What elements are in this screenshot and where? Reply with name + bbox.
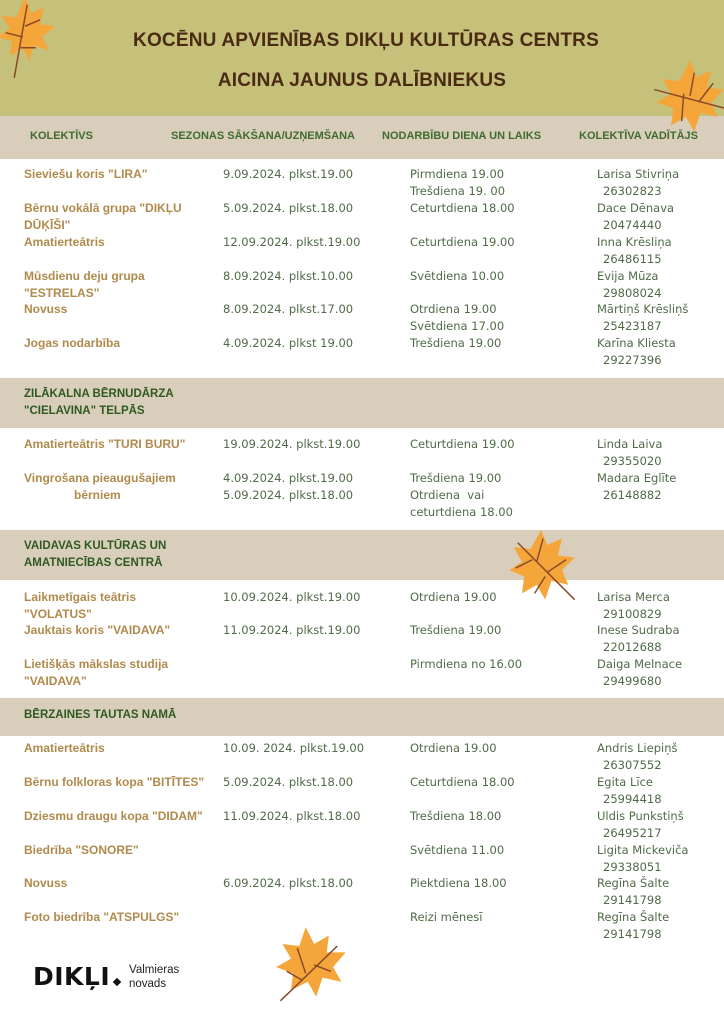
header-banner bbox=[0, 0, 724, 116]
group-leader bbox=[597, 842, 688, 876]
schedule-day: Trešdiena 19.00 bbox=[410, 623, 502, 637]
group-name: Amatierteātris bbox=[24, 741, 105, 755]
leader-phone: 29499680 bbox=[603, 674, 662, 688]
season-start: 4.09.2024. plkst 19.00 bbox=[223, 336, 354, 350]
schedule-day: Trešdiena 18.00 bbox=[410, 809, 502, 823]
group-name: Sieviešu koris "LIRA" bbox=[24, 167, 148, 181]
group-name: Amatierteātris "TURI BURU" bbox=[24, 437, 186, 451]
schedule-day: Svētdiena 11.00 bbox=[410, 843, 505, 857]
leader-phone: 26307552 bbox=[603, 758, 662, 772]
schedule-day: Pirmdiena no 16.00 bbox=[410, 657, 523, 671]
leader-phone: 20474440 bbox=[603, 218, 662, 232]
section-bar-berzaine bbox=[0, 698, 724, 736]
leader-name: Linda Laiva bbox=[597, 437, 663, 451]
group-name: Novuss bbox=[24, 302, 68, 316]
leader-name: Dace Dēnava bbox=[597, 201, 675, 215]
schedule-day: Svētdiena 10.00 bbox=[410, 269, 505, 283]
schedule-day: Otrdiena 19.00 bbox=[410, 741, 497, 755]
group-name: Laikmetīgais teātris "VOLATUS" bbox=[24, 590, 137, 621]
group-leader bbox=[597, 234, 672, 268]
column-header-day: NODARBĪBU DIENA UN LAIKS bbox=[382, 130, 542, 142]
leader-name: Larisa Stivriņa bbox=[597, 167, 680, 181]
group-leader bbox=[597, 774, 662, 808]
schedule-day: Otrdiena 19.00 bbox=[410, 590, 497, 604]
leader-phone: 29100829 bbox=[603, 607, 662, 621]
column-header-season: SEZONAS SĀKŠANA/UZŅEMŠANA bbox=[171, 130, 355, 142]
leader-name: Karīna Kliesta bbox=[597, 336, 676, 350]
season-start: 6.09.2024. plkst.18.00 bbox=[223, 876, 354, 890]
group-leader bbox=[597, 470, 676, 504]
group-leader bbox=[597, 622, 680, 656]
group-leader bbox=[597, 301, 688, 335]
season-start: 8.09.2024. plkst.17.00 bbox=[223, 302, 354, 316]
season-start: 5.09.2024. plkst.18.00 bbox=[223, 201, 354, 215]
group-name: Mūsdienu deju grupa "ESTRELAS" bbox=[24, 269, 145, 300]
page-title-line2: AICINA JAUNUS DALĪBNIEKUS bbox=[217, 70, 507, 91]
section-bar-zilakalns bbox=[0, 378, 724, 428]
season-start: 4.09.2024. plkst.19.00 5.09.2024. plkst.18.00 bbox=[223, 471, 354, 502]
leader-name: Egita Līce bbox=[597, 775, 653, 789]
leader-phone: 29338051 bbox=[603, 860, 662, 874]
group-leader bbox=[597, 436, 662, 470]
leader-phone: 25994418 bbox=[603, 792, 662, 806]
leader-name: Ligita Mickeviča bbox=[597, 843, 689, 857]
group-leader bbox=[597, 909, 669, 943]
leader-name: Andris Liepiņš bbox=[597, 741, 678, 755]
schedule-day: Ceturtdiena 18.00 bbox=[410, 775, 515, 789]
group-leader bbox=[597, 808, 684, 842]
leader-name: Inese Sudraba bbox=[597, 623, 680, 637]
leader-phone: 26148882 bbox=[603, 488, 662, 502]
group-name: Vingrošana pieaugušajiem bērniem bbox=[24, 471, 176, 502]
season-start: 8.09.2024. plkst.10.00 bbox=[223, 269, 354, 283]
leader-phone: 29227396 bbox=[603, 353, 662, 367]
section-bar-vaidava bbox=[0, 530, 724, 580]
schedule-day: Otrdiena 19.00 Svētdiena 17.00 bbox=[410, 302, 505, 333]
group-leader bbox=[597, 656, 682, 690]
leader-name: Larisa Merca bbox=[597, 590, 670, 604]
logo-subtitle-line2: novads bbox=[129, 978, 167, 990]
section-title: BĒRZAINES TAUTAS NAMĀ bbox=[24, 709, 177, 721]
group-leader bbox=[597, 200, 674, 234]
column-header-group: KOLEKTĪVS bbox=[30, 130, 93, 142]
season-start: 10.09. 2024. plkst.19.00 bbox=[223, 741, 365, 755]
schedule-day: Ceturtdiena 19.00 bbox=[410, 235, 515, 249]
logo-subtitle-line1: Valmieras bbox=[129, 964, 180, 976]
page-title-line1: KOCĒNU APVIENĪBAS DIKĻU KULTŪRAS CENTRS bbox=[133, 30, 599, 51]
leader-name: Uldis Punkstiņš bbox=[597, 809, 684, 823]
group-leader bbox=[597, 335, 676, 369]
season-start: 9.09.2024. plkst.19.00 bbox=[223, 167, 354, 181]
group-leader bbox=[597, 740, 677, 774]
maple-leaf-icon bbox=[274, 925, 350, 1005]
logo-diamond-icon bbox=[113, 978, 121, 986]
leader-phone: 29141798 bbox=[603, 893, 662, 907]
leader-name: Regīna Šalte bbox=[597, 910, 670, 924]
leader-phone: 22012688 bbox=[603, 640, 662, 654]
schedule-day: Trešdiena 19.00 Otrdiena vai ceturtdiena 18.00 bbox=[410, 471, 513, 519]
season-start: 5.09.2024. plkst.18.00 bbox=[223, 775, 354, 789]
season-start: 11.09.2024. plkst.19.00 bbox=[223, 623, 361, 637]
leader-phone: 29808024 bbox=[603, 286, 662, 300]
leader-phone: 29355020 bbox=[603, 454, 662, 468]
leader-phone: 26302823 bbox=[603, 184, 662, 198]
schedule-day: Ceturtdiena 19.00 bbox=[410, 437, 515, 451]
group-leader bbox=[597, 875, 669, 909]
logo-subtitle bbox=[129, 963, 179, 991]
leader-name: Madara Eglīte bbox=[597, 471, 677, 485]
season-start: 11.09.2024. plkst.18.00 bbox=[223, 809, 361, 823]
schedule-day: Pirmdiena 19.00 Trešdiena 19. 00 bbox=[410, 167, 506, 198]
maple-leaf-icon bbox=[0, 0, 58, 80]
group-name: Biedrība "SONORE" bbox=[24, 843, 139, 857]
maple-leaf-icon bbox=[505, 528, 579, 606]
schedule-day: Piektdiena 18.00 bbox=[410, 876, 507, 890]
season-start: 10.09.2024. plkst.19.00 bbox=[223, 590, 361, 604]
leader-name: Daiga Melnace bbox=[597, 657, 683, 671]
group-leader bbox=[597, 166, 679, 200]
leader-name: Inna Krēsliņa bbox=[597, 235, 672, 249]
leader-name: Mārtiņš Krēsliņš bbox=[597, 302, 689, 316]
leader-phone: 29141798 bbox=[603, 927, 662, 941]
section-title: VAIDAVAS KULTŪRAS UN AMATNIECĪBAS CENTRĀ bbox=[24, 540, 167, 569]
group-name: Jauktais koris "VAIDAVA" bbox=[24, 623, 171, 637]
season-start: 12.09.2024. plkst.19.00 bbox=[223, 235, 361, 249]
column-header-leader: KOLEKTĪVA VADĪTĀJS bbox=[579, 130, 698, 142]
leader-name: Evija Mūza bbox=[597, 269, 659, 283]
leader-name: Regīna Šalte bbox=[597, 876, 670, 890]
schedule-day: Ceturtdiena 18.00 bbox=[410, 201, 515, 215]
group-name: Foto biedrība "ATSPULGS" bbox=[24, 910, 180, 924]
column-header-row bbox=[0, 116, 724, 159]
leader-phone: 26486115 bbox=[603, 252, 662, 266]
group-leader bbox=[597, 589, 670, 623]
group-name: Bērnu folkloras kopa "BITĪTES" bbox=[24, 775, 205, 789]
group-name: Novuss bbox=[24, 876, 68, 890]
leader-phone: 25423187 bbox=[603, 319, 662, 333]
group-name: Dziesmu draugu kopa "DIDAM" bbox=[24, 809, 203, 823]
schedule-day: Trešdiena 19.00 bbox=[410, 336, 502, 350]
group-name: Lietišķās mākslas studija "VAIDAVA" bbox=[24, 657, 169, 688]
section-title: ZILĀKALNA BĒRNUDĀRZA "CIELAVINA" TELPĀS bbox=[24, 388, 174, 417]
maple-leaf-icon bbox=[652, 58, 724, 138]
group-leader bbox=[597, 268, 662, 302]
group-name: Amatierteātris bbox=[24, 235, 105, 249]
schedule-day: Reizi mēnesī bbox=[410, 910, 483, 924]
leader-phone: 26495217 bbox=[603, 826, 662, 840]
logo-wordmark: DIKĻI bbox=[33, 962, 111, 991]
group-name: Jogas nodarbība bbox=[24, 336, 121, 350]
season-start: 19.09.2024. plkst.19.00 bbox=[223, 437, 361, 451]
group-name: Bērnu vokālā grupa "DIKĻU DŪĶĪŠI" bbox=[24, 201, 182, 232]
